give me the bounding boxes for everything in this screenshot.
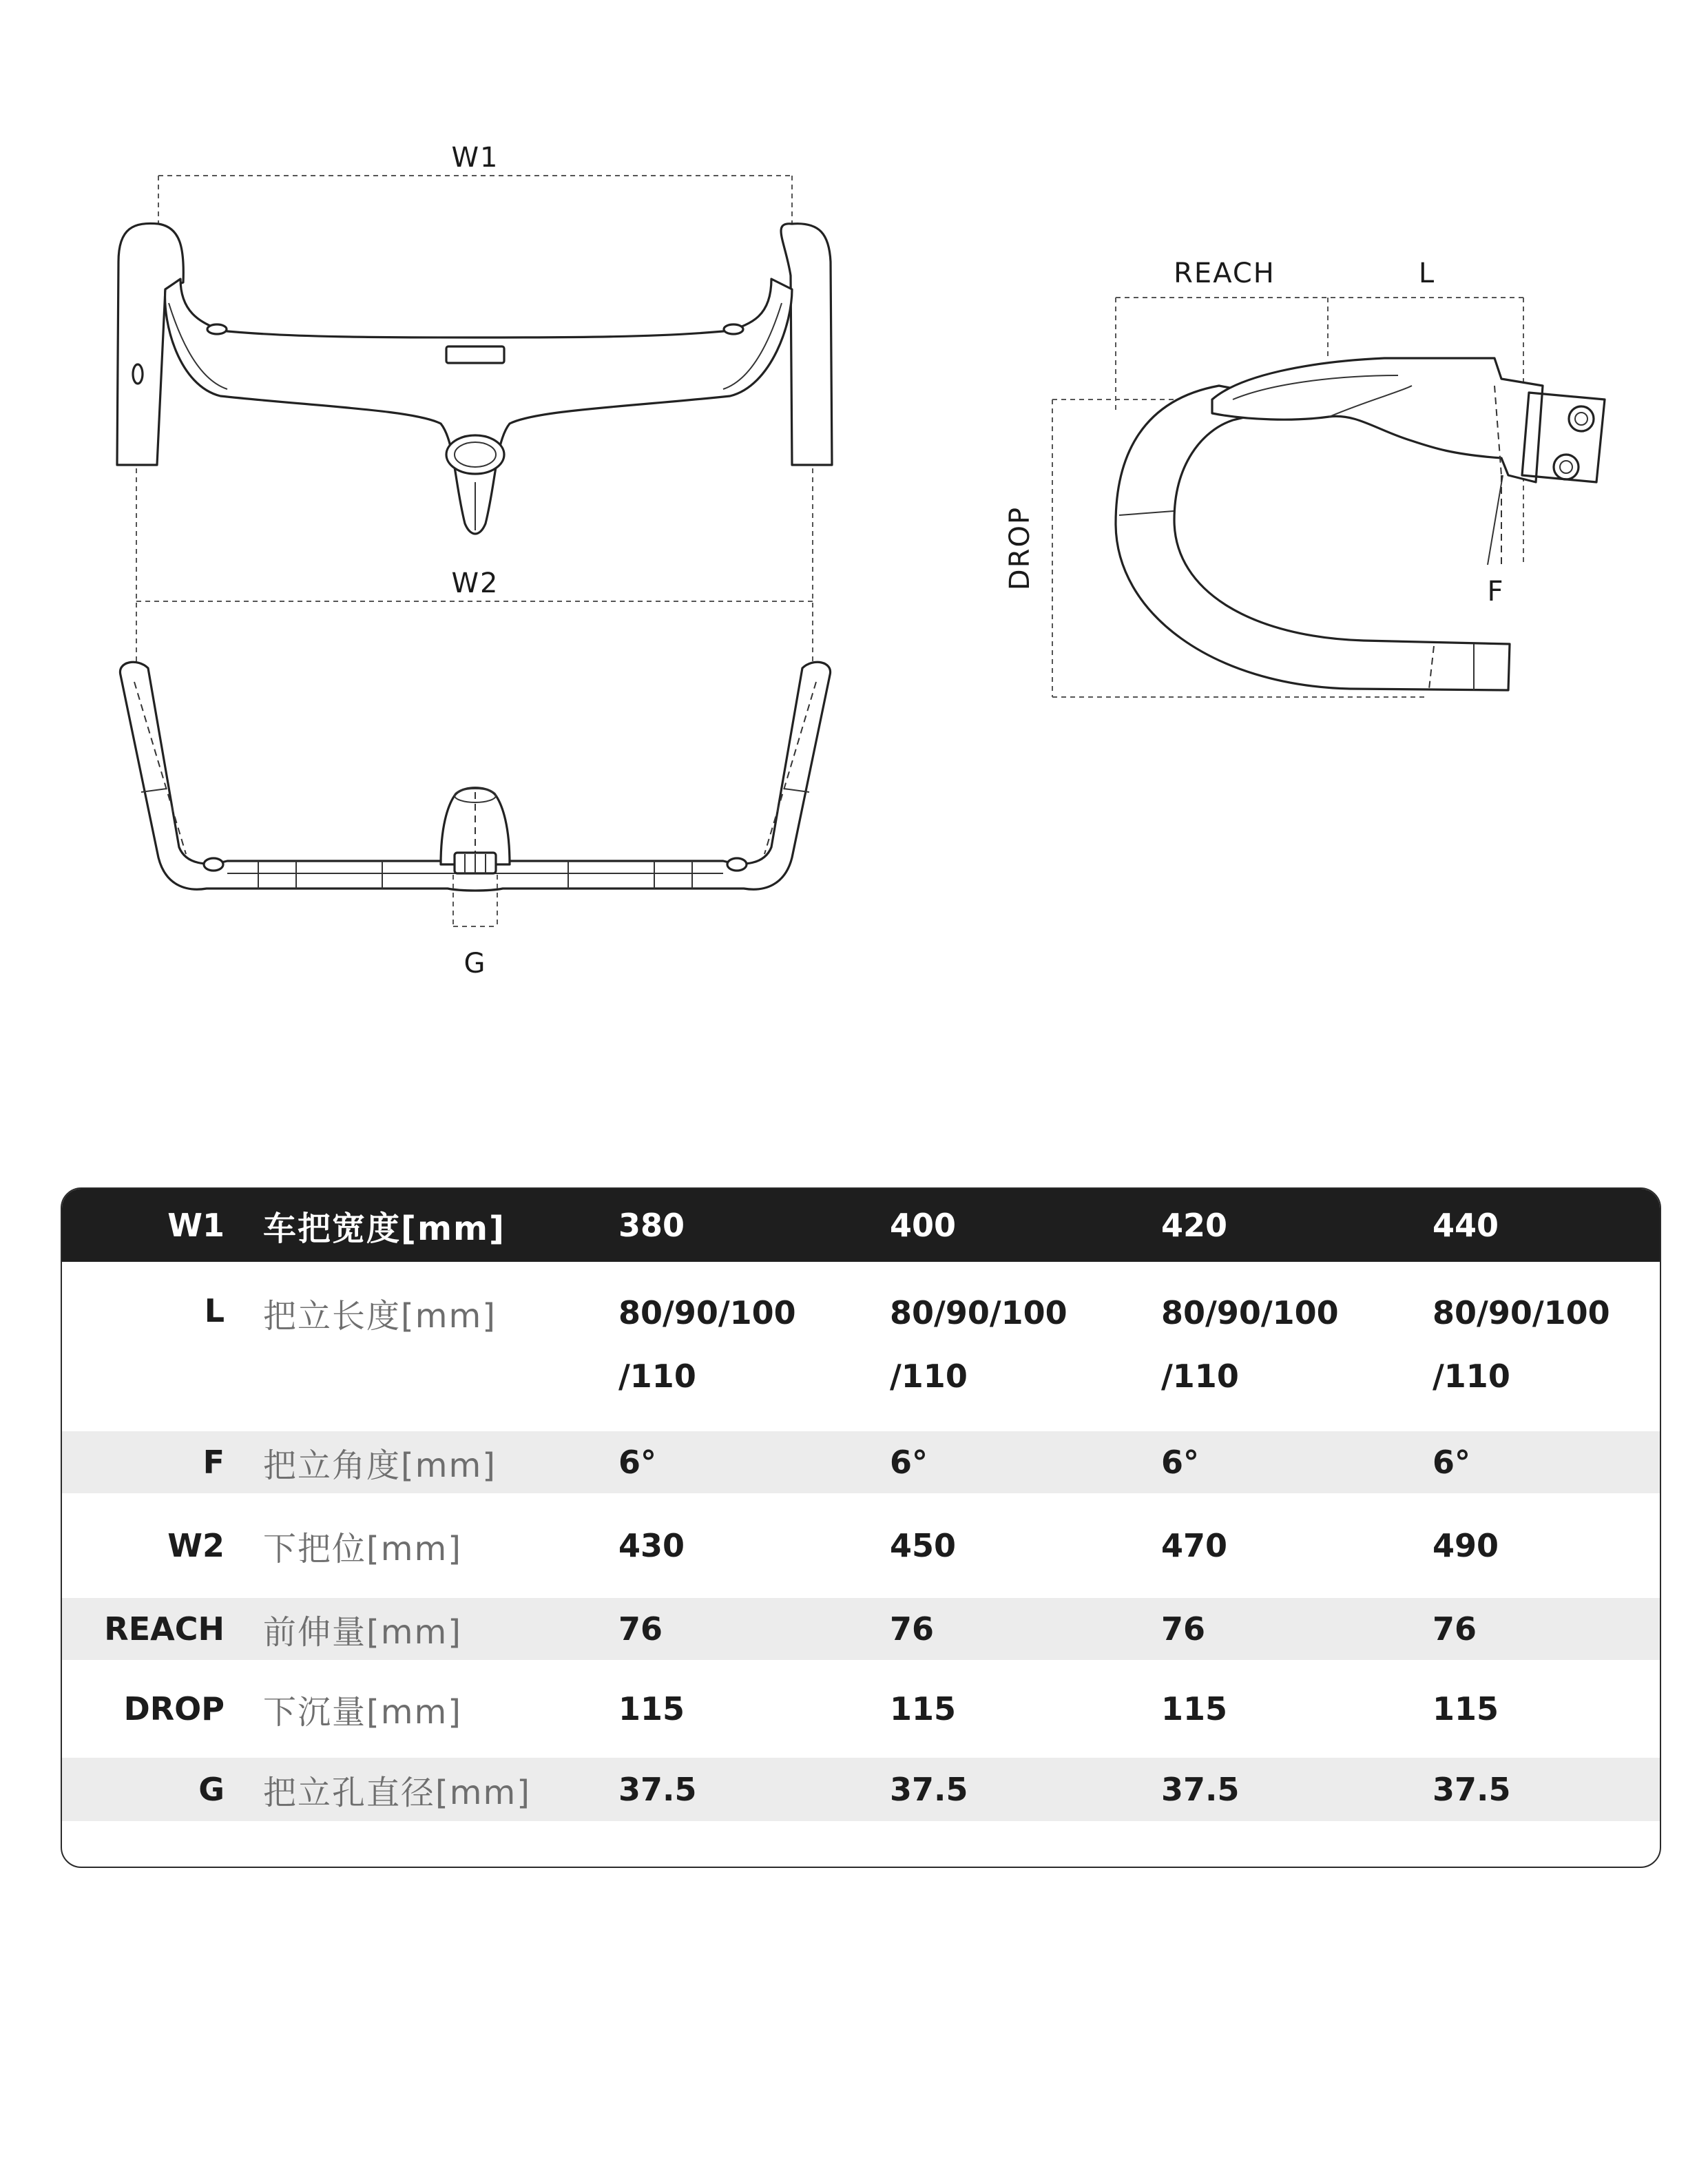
table-header-row [62, 1189, 1660, 1262]
row-code: L [204, 1292, 225, 1329]
side-view-drawing [1004, 258, 1605, 697]
value-cell: 6° [618, 1444, 657, 1481]
value-cell: 37.5 [618, 1771, 697, 1808]
value-cell: 400 [890, 1207, 957, 1244]
f-label: F [1487, 576, 1505, 608]
spec-table [61, 1187, 1661, 1868]
value-cell: 450 [890, 1527, 957, 1564]
table-row [62, 1493, 1660, 1598]
row-name: 把立角度[mm] [263, 1446, 497, 1485]
value-cell: 6° [1433, 1444, 1471, 1481]
value-cell: 115 [618, 1690, 685, 1727]
value-cell: 37.5 [890, 1771, 968, 1808]
w1-label: W1 [451, 142, 499, 174]
row-code: G [198, 1771, 225, 1808]
handlebar-diagram [0, 0, 1708, 1033]
value-cell: 420 [1161, 1207, 1228, 1244]
row-code: DROP [123, 1690, 225, 1727]
value-cell: 115 [890, 1690, 957, 1727]
value-cell: 76 [1433, 1610, 1477, 1648]
value-cell: 470 [1161, 1527, 1228, 1564]
w2-label: W2 [451, 568, 499, 599]
value-cell: 6° [890, 1444, 928, 1481]
table-row [62, 1660, 1660, 1758]
row-code: F [202, 1444, 225, 1481]
value-cell: 76 [1161, 1610, 1206, 1648]
table-row [62, 1598, 1660, 1660]
value-cell: 380 [618, 1207, 685, 1244]
table-row [62, 1758, 1660, 1821]
row-code: REACH [104, 1610, 225, 1648]
l-label: L [1418, 258, 1436, 289]
row-name: 下沉量[mm] [263, 1692, 462, 1732]
value-cell: 490 [1433, 1527, 1499, 1564]
value-cell: 440 [1433, 1207, 1499, 1244]
value-cell: 430 [618, 1527, 685, 1564]
row-name: 把立长度[mm] [263, 1297, 497, 1336]
value-cell: 115 [1433, 1690, 1499, 1727]
value-cell: 80/90/100 /110 [1161, 1294, 1339, 1395]
reach-label: REACH [1174, 258, 1275, 289]
drop-label: DROP [1004, 506, 1036, 591]
value-cell: 115 [1161, 1690, 1228, 1727]
value-cell: 76 [618, 1610, 663, 1648]
value-cell: 80/90/100 /110 [1433, 1294, 1610, 1395]
row-name: 下把位[mm] [263, 1529, 462, 1568]
value-cell: 80/90/100 /110 [618, 1294, 796, 1395]
table-row [62, 1431, 1660, 1493]
value-cell: 76 [890, 1610, 935, 1648]
table-row [62, 1262, 1660, 1431]
row-code: W2 [167, 1527, 225, 1564]
row-name: 车把宽度[mm] [263, 1209, 506, 1248]
value-cell: 6° [1161, 1444, 1200, 1481]
g-label: G [464, 948, 487, 979]
row-name: 把立孔直径[mm] [263, 1773, 531, 1812]
value-cell: 80/90/100 /110 [890, 1294, 1068, 1395]
row-code: W1 [167, 1207, 225, 1244]
front-view-drawing [120, 662, 830, 979]
value-cell: 37.5 [1433, 1771, 1511, 1808]
top-view-drawing [117, 142, 832, 661]
value-cell: 37.5 [1161, 1771, 1240, 1808]
row-name: 前伸量[mm] [263, 1612, 462, 1652]
